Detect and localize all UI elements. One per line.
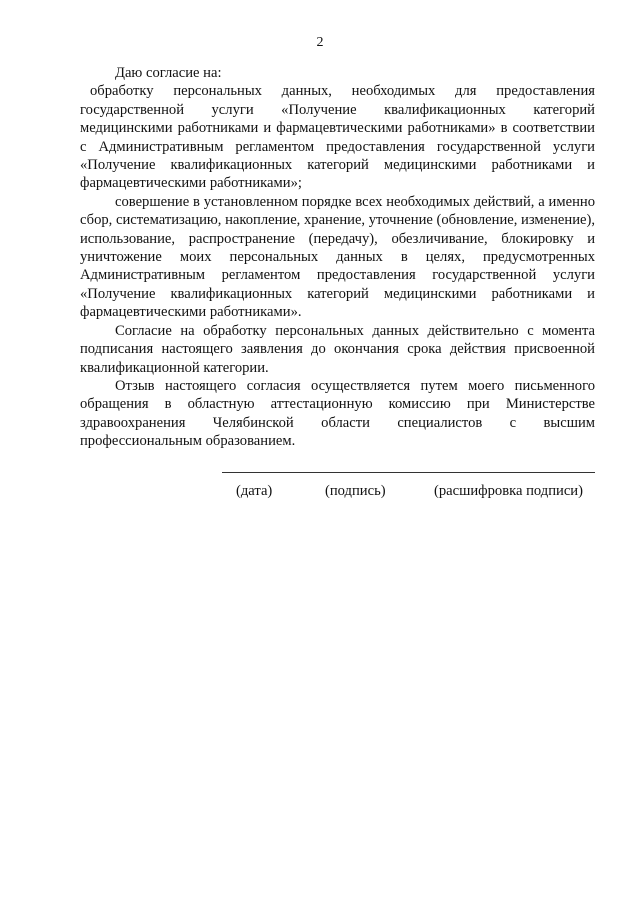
signature-decoding-label: (расшифровка подписи)	[434, 483, 583, 499]
page-number: 2	[316, 35, 324, 50]
consent-text	[80, 64, 595, 451]
signature-label: (подпись)	[325, 483, 386, 499]
signature-block	[222, 472, 595, 502]
signature-labels	[222, 482, 595, 502]
consent-intro: Даю согласие на:	[115, 65, 222, 81]
consent-validity: Согласие на обработку персональных данных действительно с момента подписания настоящего заявления до окончания срока действия присвоенной квалификационной категории.	[80, 322, 595, 376]
consent-item-actions: совершение в установленном порядке всех необходимых действий, а именно сбор, систематизацию, накопление, хранение, уточнение (обновление, изменение), использование, распространение (передачу), обезличивание, блокировку и уничтожение моих персональных данных в целях, предусмотренных Административным регламентом предоставления государственной услуги «Получение квалификационных категорий медицинскими работниками и фармацевтическими работниками».	[80, 193, 596, 321]
consent-revocation: Отзыв настоящего согласия осуществляется путем моего письменного обращения в областную аттестационную комиссию при Министерстве здравоохранения Челябинской области специалистов с высшим профессиональным образованием.	[80, 377, 595, 450]
signature-line	[222, 472, 595, 473]
consent-item-processing: обработку персональных данных, необходимых для предоставления государственной услуги «Получение квалификационных категорий медицинскими работниками и фармацевтическими работниками» в соответствии с Административным регламентом предоставления государственной услуги «Получение квалификационных категорий медицинскими работниками и фармацевтическими работниками»;	[80, 83, 595, 192]
date-label: (дата)	[236, 483, 273, 499]
